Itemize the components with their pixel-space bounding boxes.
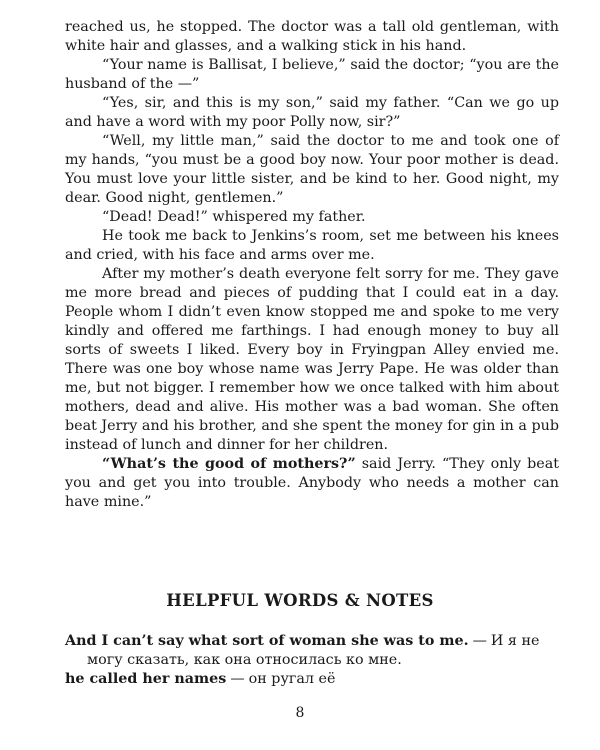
paragraph-text: After my mother’s death everyone felt sorry for me. They gave me more bread and pieces of pudding that I could eat in a day. People whom I didn’t even know stopped me and spoke to me very kindly and offered me farthings. I had enough money to buy all sorts of sweets I liked. Every boy in Fryingpan Alley envied me. There was one boy whose name was Jerry Pape. He was older than me, but not bigger. I remember how we once talked with him about mothers, dead and alive. His mother was a bad woman. She often beat Jerry and his brother, and she spent the money for gin in a pub instead of lunch and dinner for her children. (65, 266, 559, 453)
story-text (65, 18, 559, 512)
note-term: he called her names (65, 671, 227, 687)
highlighted-phrase: “What’s the good of mothers?” (102, 456, 356, 472)
note-translation: И я не могу сказать, как она относилась ко мне. (87, 633, 540, 668)
notes-heading: HELPFUL WORDS & NOTES (166, 591, 434, 610)
notes-list (65, 632, 559, 689)
paragraph (65, 56, 559, 94)
paragraph-text: said Jerry. “They only beat you and get you into trouble. Anybody who needs a mother can have mine.” (65, 456, 559, 510)
paragraph (65, 455, 559, 512)
paragraph (65, 265, 559, 455)
note-item (65, 632, 559, 670)
paragraph-text: reached us, he stopped. The doctor was a tall old gentleman, with white hair and glasses, and a walking stick in his hand. (65, 19, 559, 54)
paragraph (65, 18, 559, 56)
note-item (65, 670, 559, 689)
paragraph-text: “Yes, sir, and this is my son,” said my father. “Can we go up and have a word with my poor Polly now, sir?” (65, 95, 559, 130)
paragraph (65, 94, 559, 132)
note-translation: он ругал её (248, 671, 336, 687)
paragraph (65, 208, 559, 227)
paragraph-text: “Your name is Ballisat, I believe,” said the doctor; “you are the husband of the —” (65, 57, 559, 92)
paragraph-text: “Well, my little man,” said the doctor to me and took one of my hands, “you must be a good boy now. Your poor mother is dead. You must love your little sister, and be kind to her. Good night, my dear. Good night, gentlemen.” (65, 133, 559, 206)
note-dash: — (472, 633, 487, 649)
paragraph-text: He took me back to Jenkins’s room, set me between his knees and cried, with his face and arms over me. (65, 228, 559, 263)
paragraph (65, 227, 559, 265)
paragraph (65, 132, 559, 208)
paragraph-text: “Dead! Dead!” whispered my father. (102, 209, 366, 225)
note-dash: — (230, 671, 245, 687)
note-term: And I can’t say what sort of woman she was to me. (65, 633, 469, 649)
page-number: 8 (295, 705, 305, 721)
